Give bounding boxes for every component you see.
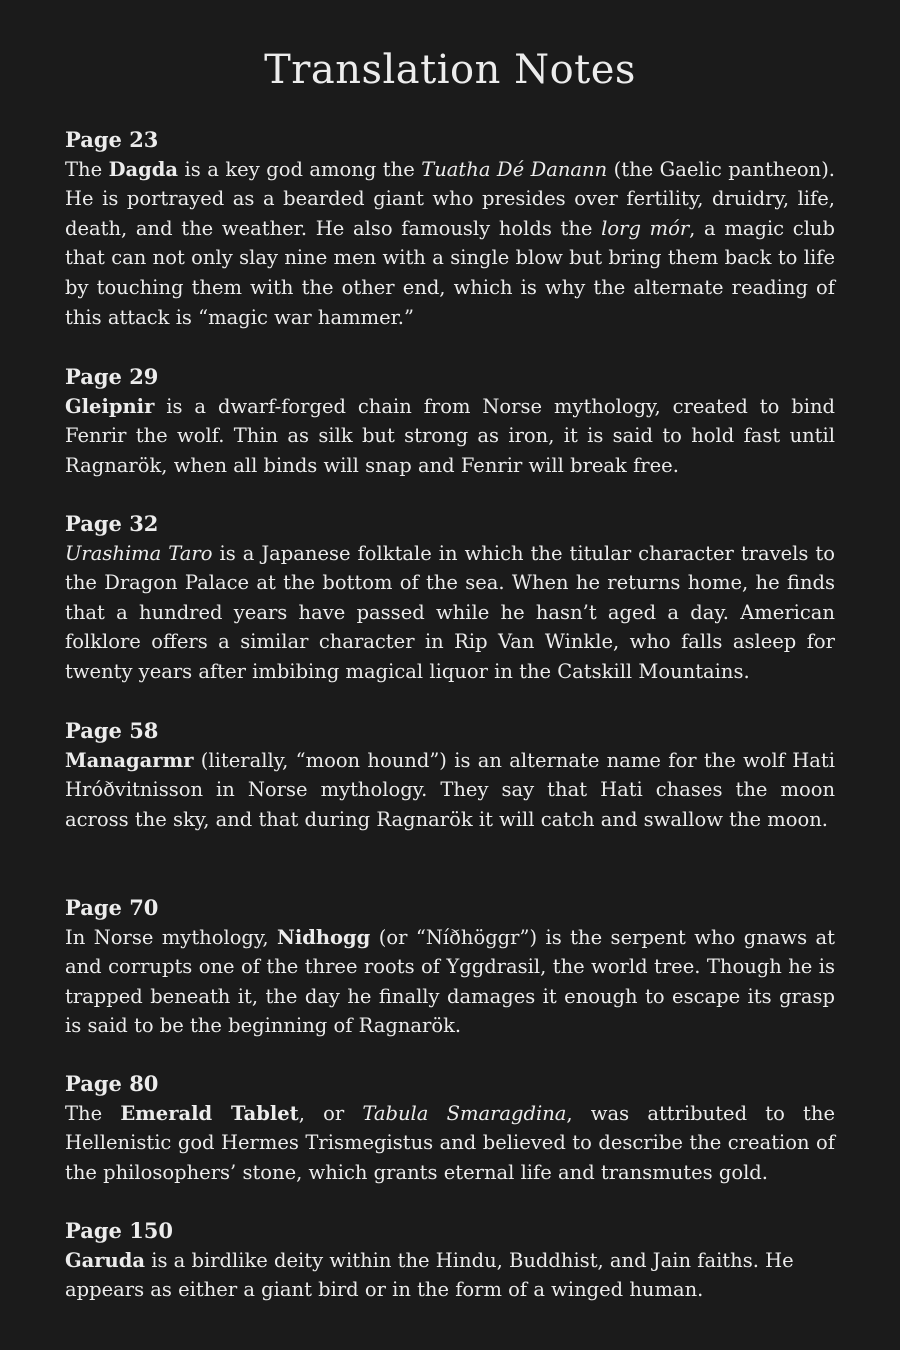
note-term-bold: Emerald Tablet [120, 1101, 299, 1125]
note-text: , was attributed to the Hellenistic god Hermes Trismegistus and believed to describe the creation of the philosophers’ stone, which grants eternal life and transmutes gold. [65, 1101, 835, 1184]
note-term-italic: Tuatha Dé Danann [421, 157, 608, 181]
note-text: , a magic club that can not only slay nine men with a single blow but bring them back to life by touching them with the other end, which is why the alternate reading of this attack is “magic war hammer.” [65, 216, 835, 329]
note-term-bold: Managarmr [65, 748, 194, 772]
note-page-150 [65, 1216, 835, 1305]
note-text: is a Japanese folktale in which the titular character travels to the Dragon Palace at the bottom of the sea. When he returns home, he finds that a hundred years have passed while he hasn’t aged a day. American folklore offers a similar character in Rip Van Winkle, who falls asleep for twenty years after imbibing magical liquor in the Catskill Mountains. [65, 541, 835, 683]
note-heading: Page 80 [65, 1071, 159, 1096]
note-page-80 [65, 1069, 835, 1187]
note-text: is a key god among the [178, 157, 422, 181]
note-page-32 [65, 509, 835, 687]
note-page-70 [65, 893, 835, 1041]
note-term-bold: Gleipnir [65, 394, 155, 418]
note-term-bold: Nidhogg [277, 925, 371, 949]
note-body [65, 1246, 835, 1305]
note-body [65, 1099, 835, 1188]
note-term-italic: Tabula Smaragdina [362, 1101, 567, 1125]
note-text: The [65, 157, 109, 181]
note-heading: Page 150 [65, 1218, 174, 1243]
translation-notes-page [65, 0, 835, 1350]
note-body [65, 539, 835, 687]
note-text: The [65, 1101, 121, 1125]
note-text: In Norse mythology, [65, 925, 277, 949]
note-body [65, 923, 835, 1041]
note-body [65, 155, 835, 333]
note-page-29 [65, 362, 835, 480]
note-term-italic: Urashima Taro [65, 541, 213, 565]
note-text: is a birdlike deity within the Hindu, Buddhist, and Jain faiths. He appears as either a giant bird or in the form of a winged human. [65, 1248, 794, 1302]
note-body [65, 392, 835, 481]
note-text: (or “Níðhöggr”) is the serpent who gnaws at and corrupts one of the three roots of Yggdrasil, the world tree. Though he is trapped beneath it, the day he finally damages it enough to escape its grasp is said to be the beginning of Ragnarök. [65, 925, 835, 1038]
note-text: (literally, “moon hound”) is an alternate name for the wolf Hati Hróðvitnisson in Norse mythology. They say that Hati chases the moon across the sky, and that during Ragnarök it will catch and swallow the moon. [65, 748, 835, 831]
note-body [65, 746, 835, 835]
note-heading: Page 23 [65, 127, 159, 152]
note-heading: Page 29 [65, 364, 159, 389]
note-heading: Page 32 [65, 511, 159, 536]
note-term-bold: Dagda [108, 157, 179, 181]
note-term-bold: Garuda [65, 1248, 146, 1272]
page-title: Translation Notes [264, 47, 636, 93]
note-text: , or [298, 1101, 363, 1125]
note-text: is a dwarf-forged chain from Norse mythology, created to bind Fenrir the wolf. Thin as silk but strong as iron, it is said to hold fast until Ragnarök, when all binds will snap and Fenrir will break free. [65, 394, 835, 477]
note-heading: Page 70 [65, 895, 159, 920]
note-page-23 [65, 125, 835, 332]
note-term-italic: lorg mór [601, 216, 690, 240]
note-heading: Page 58 [65, 718, 159, 743]
note-text: (the Gaelic pantheon). He is portrayed as a bearded giant who presides over fertility, druidry, life, death, and the weather. He also famously holds the [65, 157, 835, 240]
note-page-58 [65, 716, 835, 834]
